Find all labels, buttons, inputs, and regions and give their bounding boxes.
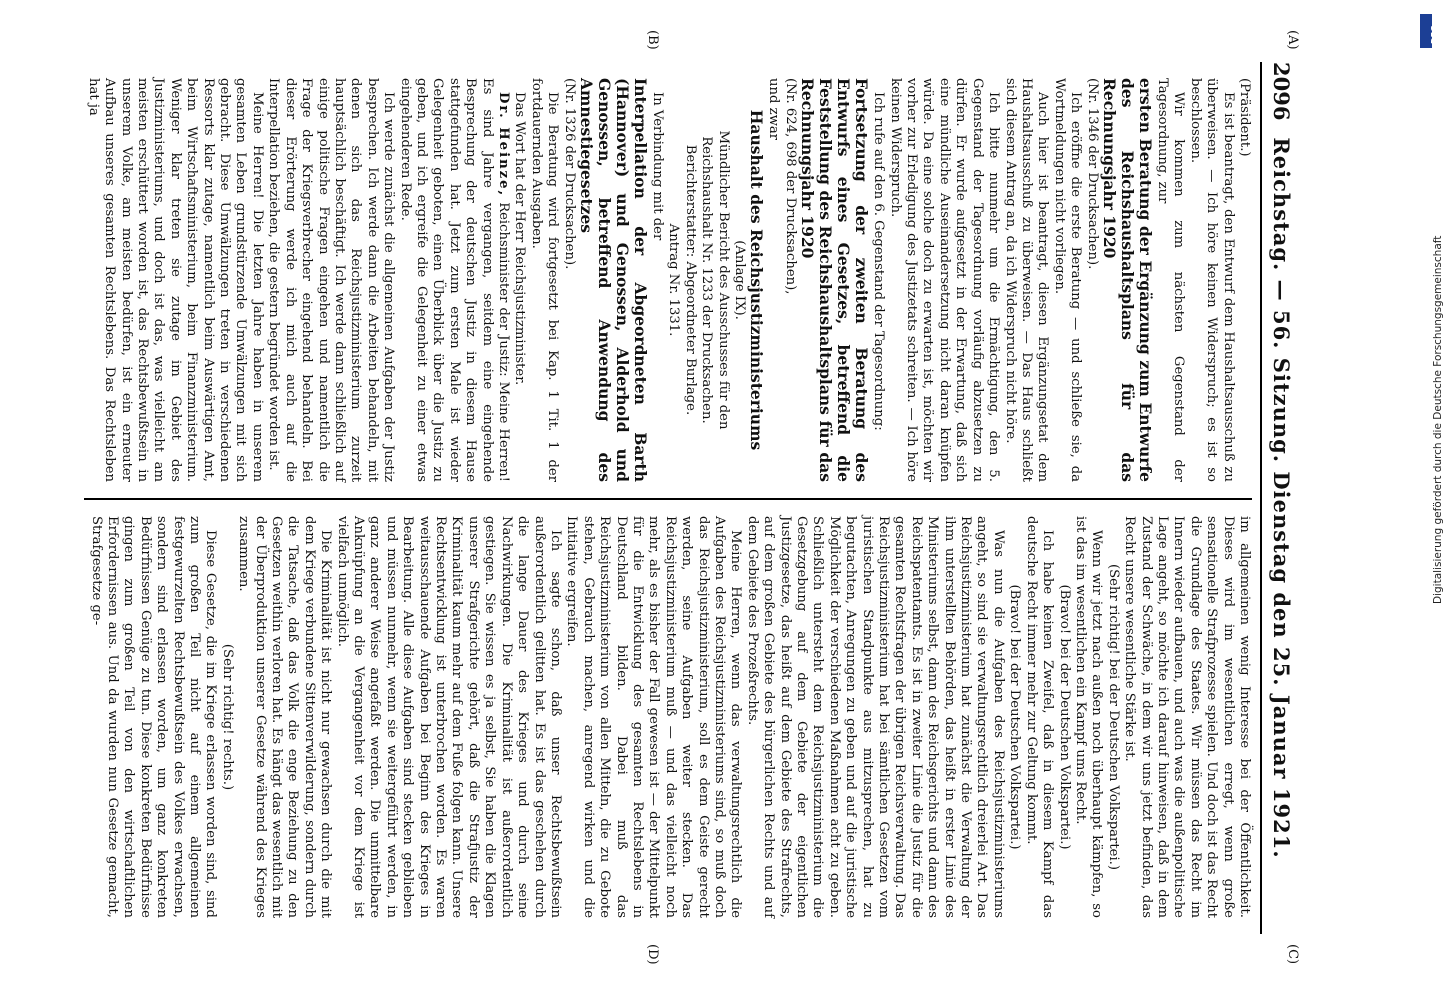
page-number: 2096 (1269, 62, 1294, 121)
paragraph: Die Beratung wird fortgesetzt bei Kap. 1 Tit. 1 der fortdauernden Ausgaben. (528, 78, 561, 482)
paragraph: Meine Herren! Die letzten Jahre haben in unserem gesamten Leben grundstürzende Umwälzungen mit sich gebracht. Diese Umwälzungen treten in verschiedenen Ressorts klar zutage, namentlich beim Auswärtigen Amt, beim Wirtschaftsministerium, beim Finanzministerium. Weniger klar treten sie zutage im Gebiet des Justizministeriums, und doch ist das, was vielleicht am meisten erschüttert worden ist, das Rechtsbewußtsein in unserem Volke, am meisten bedürfen, ist ein erneuter Aufbau unseres gesamten Rechtslebens. Das Rechtsleben hat ja (85, 78, 265, 482)
paragraph: Wir kommen zum nächsten Gegenstand der Tagesordnung, zur (1154, 78, 1187, 482)
paragraph: Mündlicher Bericht des Ausschusses für den Reichshaushalt Nr. 1233 der Drucksachen. (699, 130, 731, 430)
dfg-logo: DFG (1420, 14, 1432, 48)
digitization-credit-text: Digitalisierung gefördert durch die Deutsche Forschungsgemeinschaft (1432, 235, 1444, 604)
paragraph: (Nr. 1326 der Drucksachen). (561, 78, 577, 270)
margin-mark-b: (B) (645, 30, 660, 50)
paragraph: Auch hier ist beantragt, diesen Ergänzungsetat dem Haushaltsausschuß zu überweisen. — Das Haus schließt sich diesem Antrag an, da ich Widerspruch nicht höre. (1002, 78, 1051, 482)
section-heading: Haushalt des Reichsjustizministeriums (747, 109, 767, 451)
right-column (84, 498, 1252, 934)
interjection: (Sehr richtig! bei der Deutschen Volkspartei.) (1105, 563, 1121, 871)
paragraph: Ich sagte schon, daß unser Rechtsbewußtsein außerordentlich gelitten hat. Es ist das geschehen durch die lange Dauer des Krieges und durch seine Nachwirkungen. Die Kriminalität ist außerordentlich gestiegen. Sie wissen es ja selbst, Sie haben die Klagen unserer Strafgerichte gehört, daß die Strafjustiz der Kriminalität kaum mehr auf dem Fuße folgen kann. Unsere Rechtsentwicklung ist unterbrochen worden. Es waren weitausschauende Aufgaben bei Beginn des Krieges in Bearbeitung. Alle diese Aufgaben sind stecken geblieben und müssen nunmehr, wenn sie weitergeführt werden, in ganz anderer Weise angefaßt werden. Die unmittelbare Anknüpfung an die Vergangenheit vor dem Kriege ist vielfach unmöglich. (334, 516, 563, 918)
paragraph: Wenn wir jetzt nach außen noch überhaupt kämpfen, so ist das im wesentlichen ein Kampf ums Recht. (1072, 516, 1105, 918)
paragraph: Antrag Nr. 1331. (666, 223, 682, 337)
paragraph: Meine Herren, wenn das verwaltungsrechtlich die Aufgaben des Reichsjustizministeriums sind, so muß doch das Reichsjustizministerium, soll es dem Geiste gerecht werden, seine Aufgaben weiter stecken. Das Reichsjustizministerium muß — und das vielleicht noch mehr, als es bisher der Fall gewesen ist — der Mittelpunkt für die Entwicklung des gesamten Rechtslebens in Deutschland bilden. Dabei muß das Reichsjustizministerium von allen Mitteln, die zu Gebote stehen, Gebrauch machen, anregend wirken und die Initiative ergreifen. (564, 516, 744, 918)
paragraph: Diese Gesetze, die im Kriege erlassen worden sind, sind zum großen Teil nicht auf einem allgemeinen festgewurzelten Rechtsbewußtsein des Volkes erwachsen, sondern sind erlassen worden, um ganz konkreten Bedürfnissen Genüge zu tun. Diese konkreten Bedürfnisse gingen zum großen Teil von den wirtschaftlichen Erfordernissen aus. Und da wurden nun Gesetze gemacht, Strafgesetze ge- (88, 516, 219, 918)
interjection: (Bravo! bei der Deutschen Volkspartei.) (1007, 584, 1023, 850)
running-header (1260, 62, 1302, 934)
paragraph: (Nr. 624, 698 der Drucksachen), (782, 78, 798, 295)
interpellation-heading: Interpellation der Abgeordneten Barth (Hannover) und Genossen, Alderhold und Genossen, betreffend Anwendung des Amnestiegesetzes (576, 78, 650, 482)
paragraph: im allgemeinen wenig Interesse bei der Öffentlichkeit. Dieses wird im wesentlichen erregt, wenn große sensationelle Strafprozesse spielen. Und doch ist das Recht die Grundlage des Staates. Wir müssen das Recht im Innern wieder aufbauen, und auch was die außenpolitische Lage angeht, so möchte ich darauf hinweisen, daß in dem Zustand der Schwäche, in dem wir uns jetzt befinden, das Recht unsere wesentliche Stärke ist. (1122, 516, 1252, 918)
text-columns (84, 62, 1252, 934)
speech-text: Reichsminister der Justiz: Meine Herren! Es sind Jahre vergangen, seitdem eine eingehende Besprechung der deutschen Justiz in diesem Hause stattgefunden hat. Jetzt zum ersten Male ist wieder Gelegenheit geboten, einen Überblick über die Justiz zu geben, und ich ergreife die Gelegenheit zu einer etwas eingehenderen Rede. (397, 78, 511, 482)
paragraph: Ich habe keinen Zweifel, daß in diesem Kampf das deutsche Recht immer mehr zur Geltung kommt. (1023, 516, 1056, 918)
speaker-name: Dr. Heinze, (496, 92, 511, 198)
paragraph: und zwar (766, 78, 782, 141)
interjection: (Sehr richtig! rechts.) (219, 643, 235, 791)
margin-mark-a: (A) (1285, 30, 1300, 50)
paragraph: (Anlage IX). (732, 240, 748, 320)
paragraph: Ich bitte nunmehr um die Ermächtigung, den 5. Gegenstand der Tagesordnung vorläufig abzusetzen zu dürfen. Er wurde aufgesetzt in der Erwartung, daß sich eine mündliche Auseinandersetzung nicht daran knüpfen würde. Da eine solche doch zu erwarten ist, möchten wir vorher zur Erledigung des Justizetats schreiten. — Ich höre keinen Widerspruch. (887, 78, 1002, 482)
speech-paragraph (396, 78, 511, 482)
speaker-tag: (Präsident.) (1237, 78, 1252, 157)
agenda-item-heading: ersten Beratung der Ergänzung zum Entwurfe des Reichshaushaltsplans für das Rechnungsjahr 1920 (1099, 78, 1155, 482)
paragraph: (Nr. 1346 der Drucksachen). (1084, 78, 1100, 270)
paragraph: Die Kriminalität ist nicht nur gewachsen durch die mit dem Kriege verbundene Sittenverwilderung, sondern durch die Tatsache, daß das Volk die enge Beziehung zu den Gesetzen weithin verloren hat. Es hängt das wesentlich mit der Überproduktion unserer Gesetze während des Krieges zusammen. (236, 516, 334, 918)
paragraph: Ich eröffne die erste Beratung — und schließe sie, da Wortmeldungen nicht vorliegen. (1051, 78, 1084, 482)
digitization-credit (1420, 14, 1444, 604)
margin-mark-d: (D) (645, 944, 660, 965)
margin-mark-c: (C) (1285, 944, 1300, 965)
paragraph: Berichterstatter: Abgeordneter Burlage. (682, 144, 698, 416)
paragraph: In Verbindung mit der (650, 92, 666, 241)
left-column (84, 62, 1252, 498)
interjection: (Bravo! bei der Deutschen Volkspartei.) (1056, 584, 1072, 850)
paragraph: Was nun die Aufgaben des Reichsjustizministeriums angeht, so sind sie verwaltungsrechtlich dreierlei Art. Das Reichsjustizministerium hat zunächst die Verwaltung der ihm unterstellten Behörden, das heißt in erster Linie des Ministeriums selbst, dann des Reichsgerichts und dann des Reichspatentamts. Es ist in zweiter Linie die Justiz für die gesamten Rechtsfragen der übrigen Reichsverwaltung. Das Reichsjustizministerium hat bei sämtlichen Gesetzen vom juristischen Standpunkte aus mitzusprechen, hat zu begutachten, Anregungen zu geben und auf die juristische Möglichkeit der verschiedenen Maßnahmen acht zu geben. Schließlich untersteht dem Reichsjustizministerium die Gesetzgebung auf dem Gebiete der eigentlichen Justizgesetze, das heißt auf dem Gebiete des Strafrechts, auf dem großen Gebiete des bürgerlichen Rechts und auf dem Gebiete des Prozeßrechts. (744, 516, 1006, 918)
running-title: Reichstag. — 56. Sitzung. Dienstag den 25. Januar 1921. (1269, 137, 1294, 859)
agenda-item-heading: Fortsetzung der zweiten Beratung des Entwurfs eines Gesetzes, betreffend die Feststellung des Reichshaushaltsplans für das Rechnungsjahr 1920 (797, 78, 871, 482)
paragraph: Es ist beantragt, den Entwurf dem Haushaltsausschuß zu überweisen. — Ich höre keinen Widerspruch; es ist so beschlossen. (1187, 78, 1236, 482)
paragraph: Ich rufe auf den 6. Gegenstand der Tagesordnung: (871, 92, 887, 431)
paragraph: Das Wort hat der Herr Reichsjustizminister. (512, 92, 528, 386)
paragraph: Ich werde zunächst die allgemeinen Aufgaben der Justiz besprechen. Ich werde dann die Arbeiten behandeln, mit denen sich das Reichsjustizministerium zurzeit hauptsächlich beschäftigt. Ich werde dann schließlich auf einige politische Fragen eingehen und namentlich die Frage der Kriegsverbrecher eingehend behandeln. Bei dieser Erörterung werde ich mich auch auf die Interpellation beziehen, die gestern begründet worden ist. (266, 78, 397, 482)
